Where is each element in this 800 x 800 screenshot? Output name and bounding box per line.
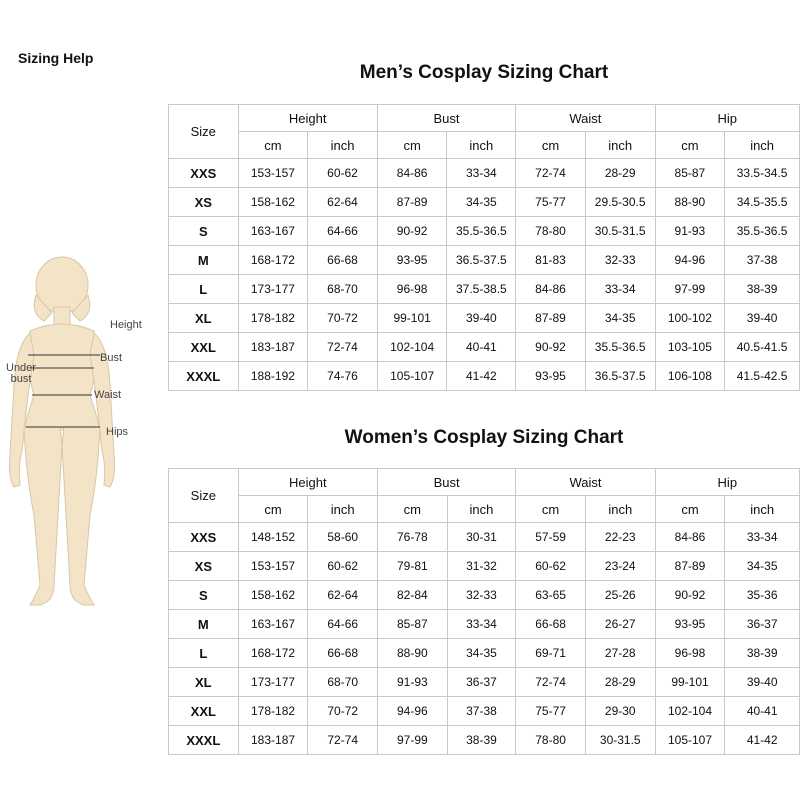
value-cell: 106-108 [655,362,725,391]
value-cell: 60-62 [516,552,586,581]
value-cell: 96-98 [377,275,447,304]
value-cell: 60-62 [308,552,378,581]
unit-header: cm [238,496,308,523]
value-cell: 29.5-30.5 [585,188,655,217]
men-table-body [169,105,800,391]
table-header-row [169,105,800,132]
value-cell: 62-64 [308,188,378,217]
table-row [169,246,800,275]
value-cell: 34-35 [585,304,655,333]
waist-label: Waist [94,389,122,401]
value-cell: 37-38 [725,246,800,275]
value-cell: 99-101 [655,668,725,697]
value-cell: 30-31 [447,523,516,552]
value-cell: 64-66 [308,217,378,246]
table-row [169,304,800,333]
value-cell: 33-34 [447,159,516,188]
value-cell: 34-35 [447,639,516,668]
unit-header: inch [308,496,378,523]
value-cell: 33-34 [725,523,800,552]
value-cell: 105-107 [377,362,447,391]
value-cell: 90-92 [655,581,725,610]
group-header: Hip [655,469,799,496]
table-header-row [169,469,800,496]
table-row [169,159,800,188]
size-cell: XXS [169,523,239,552]
unit-header: inch [447,496,516,523]
value-cell: 32-33 [447,581,516,610]
table-unit-row [169,132,800,159]
value-cell: 33-34 [447,610,516,639]
table-row [169,217,800,246]
value-cell: 68-70 [308,275,378,304]
value-cell: 63-65 [516,581,586,610]
group-header: Hip [655,105,799,132]
value-cell: 91-93 [378,668,448,697]
value-cell: 35.5-36.5 [447,217,516,246]
table-row [169,639,800,668]
value-cell: 37.5-38.5 [447,275,516,304]
value-cell: 41.5-42.5 [725,362,800,391]
value-cell: 168-172 [238,246,308,275]
value-cell: 40.5-41.5 [725,333,800,362]
value-cell: 58-60 [308,523,378,552]
value-cell: 188-192 [238,362,308,391]
value-cell: 34-35 [447,188,516,217]
value-cell: 22-23 [585,523,655,552]
size-cell: XXL [169,333,239,362]
value-cell: 178-182 [238,697,308,726]
women-chart-title: Women’s Cosplay Sizing Chart [344,427,624,448]
value-cell: 96-98 [655,639,725,668]
value-cell: 35.5-36.5 [585,333,655,362]
value-cell: 88-90 [378,639,448,668]
unit-header: inch [725,132,800,159]
value-cell: 85-87 [378,610,448,639]
size-cell: XS [169,552,239,581]
table-row [169,188,800,217]
size-header: Size [169,105,239,159]
value-cell: 102-104 [655,697,725,726]
unit-header: cm [238,132,308,159]
value-cell: 99-101 [377,304,447,333]
table-row [169,523,800,552]
value-cell: 72-74 [308,726,378,755]
value-cell: 93-95 [516,362,586,391]
value-cell: 148-152 [238,523,308,552]
value-cell: 75-77 [516,697,586,726]
sizing-help-heading: Sizing Help [18,50,94,66]
men-sizing-table [168,104,800,391]
value-cell: 25-26 [585,581,655,610]
unit-header: inch [447,132,516,159]
value-cell: 29-30 [585,697,655,726]
value-cell: 57-59 [516,523,586,552]
table-row [169,581,800,610]
value-cell: 23-24 [585,552,655,581]
value-cell: 33.5-34.5 [725,159,800,188]
unit-header: inch [308,132,378,159]
size-cell: L [169,639,239,668]
unit-header: cm [377,132,447,159]
value-cell: 102-104 [377,333,447,362]
value-cell: 30.5-31.5 [585,217,655,246]
value-cell: 103-105 [655,333,725,362]
size-cell: XXXL [169,362,239,391]
table-row [169,668,800,697]
value-cell: 153-157 [238,552,308,581]
women-table-body [169,469,800,755]
value-cell: 36-37 [447,668,516,697]
value-cell: 35.5-36.5 [725,217,800,246]
value-cell: 41-42 [447,362,516,391]
value-cell: 90-92 [516,333,586,362]
value-cell: 87-89 [516,304,586,333]
value-cell: 33-34 [585,275,655,304]
value-cell: 72-74 [516,668,586,697]
size-header: Size [169,469,239,523]
value-cell: 66-68 [308,246,378,275]
body-measurement-figure [0,255,170,625]
value-cell: 69-71 [516,639,586,668]
group-header: Bust [378,469,516,496]
value-cell: 27-28 [585,639,655,668]
value-cell: 91-93 [655,217,725,246]
value-cell: 168-172 [238,639,308,668]
unit-header: cm [655,132,725,159]
unit-header: cm [516,496,586,523]
group-header: Waist [516,105,655,132]
value-cell: 66-68 [516,610,586,639]
value-cell: 183-187 [238,333,308,362]
body-figure-icon [0,255,170,625]
unit-header: cm [516,132,586,159]
value-cell: 62-64 [308,581,378,610]
unit-header: inch [585,496,655,523]
value-cell: 183-187 [238,726,308,755]
value-cell: 76-78 [378,523,448,552]
height-label: Height [110,319,142,331]
group-header: Height [238,105,377,132]
table-row [169,333,800,362]
unit-header: inch [585,132,655,159]
value-cell: 158-162 [238,581,308,610]
table-row [169,362,800,391]
value-cell: 93-95 [655,610,725,639]
value-cell: 64-66 [308,610,378,639]
value-cell: 74-76 [308,362,378,391]
value-cell: 173-177 [238,275,308,304]
group-header: Waist [516,469,655,496]
size-cell: XL [169,668,239,697]
group-header: Bust [377,105,515,132]
size-cell: L [169,275,239,304]
value-cell: 35-36 [725,581,800,610]
value-cell: 40-41 [725,697,800,726]
men-chart-title: Men’s Cosplay Sizing Chart [359,62,609,83]
value-cell: 36-37 [725,610,800,639]
size-cell: M [169,610,239,639]
size-cell: XXL [169,697,239,726]
value-cell: 40-41 [447,333,516,362]
value-cell: 97-99 [378,726,448,755]
value-cell: 163-167 [238,217,308,246]
value-cell: 105-107 [655,726,725,755]
value-cell: 72-74 [516,159,586,188]
table-row [169,275,800,304]
value-cell: 173-177 [238,668,308,697]
value-cell: 38-39 [725,275,800,304]
value-cell: 31-32 [447,552,516,581]
value-cell: 30-31.5 [585,726,655,755]
value-cell: 38-39 [447,726,516,755]
value-cell: 39-40 [725,668,800,697]
unit-header: cm [378,496,448,523]
group-header: Height [238,469,377,496]
table-unit-row [169,496,800,523]
value-cell: 36.5-37.5 [447,246,516,275]
table-row [169,552,800,581]
women-sizing-table [168,468,800,755]
size-cell: S [169,217,239,246]
value-cell: 87-89 [655,552,725,581]
size-cell: S [169,581,239,610]
value-cell: 38-39 [725,639,800,668]
value-cell: 158-162 [238,188,308,217]
unit-header: inch [725,496,800,523]
value-cell: 72-74 [308,333,378,362]
value-cell: 94-96 [378,697,448,726]
value-cell: 39-40 [447,304,516,333]
value-cell: 34-35 [725,552,800,581]
size-cell: M [169,246,239,275]
size-cell: XXS [169,159,239,188]
value-cell: 66-68 [308,639,378,668]
size-cell: XL [169,304,239,333]
value-cell: 84-86 [655,523,725,552]
value-cell: 75-77 [516,188,586,217]
value-cell: 90-92 [377,217,447,246]
value-cell: 93-95 [377,246,447,275]
value-cell: 39-40 [725,304,800,333]
value-cell: 32-33 [585,246,655,275]
value-cell: 79-81 [378,552,448,581]
value-cell: 28-29 [585,668,655,697]
value-cell: 26-27 [585,610,655,639]
underbust-label: Under bust [6,362,36,385]
value-cell: 28-29 [585,159,655,188]
value-cell: 41-42 [725,726,800,755]
value-cell: 60-62 [308,159,378,188]
value-cell: 97-99 [655,275,725,304]
value-cell: 100-102 [655,304,725,333]
value-cell: 34.5-35.5 [725,188,800,217]
value-cell: 87-89 [377,188,447,217]
size-cell: XXXL [169,726,239,755]
value-cell: 68-70 [308,668,378,697]
hips-label: Hips [106,426,129,438]
value-cell: 70-72 [308,304,378,333]
value-cell: 78-80 [516,726,586,755]
value-cell: 70-72 [308,697,378,726]
value-cell: 153-157 [238,159,308,188]
value-cell: 88-90 [655,188,725,217]
value-cell: 178-182 [238,304,308,333]
value-cell: 81-83 [516,246,586,275]
value-cell: 85-87 [655,159,725,188]
value-cell: 36.5-37.5 [585,362,655,391]
size-cell: XS [169,188,239,217]
value-cell: 78-80 [516,217,586,246]
value-cell: 163-167 [238,610,308,639]
value-cell: 84-86 [377,159,447,188]
value-cell: 94-96 [655,246,725,275]
table-row [169,697,800,726]
bust-label: Bust [100,352,123,364]
value-cell: 84-86 [516,275,586,304]
table-row [169,726,800,755]
table-row [169,610,800,639]
value-cell: 82-84 [378,581,448,610]
unit-header: cm [655,496,725,523]
value-cell: 37-38 [447,697,516,726]
